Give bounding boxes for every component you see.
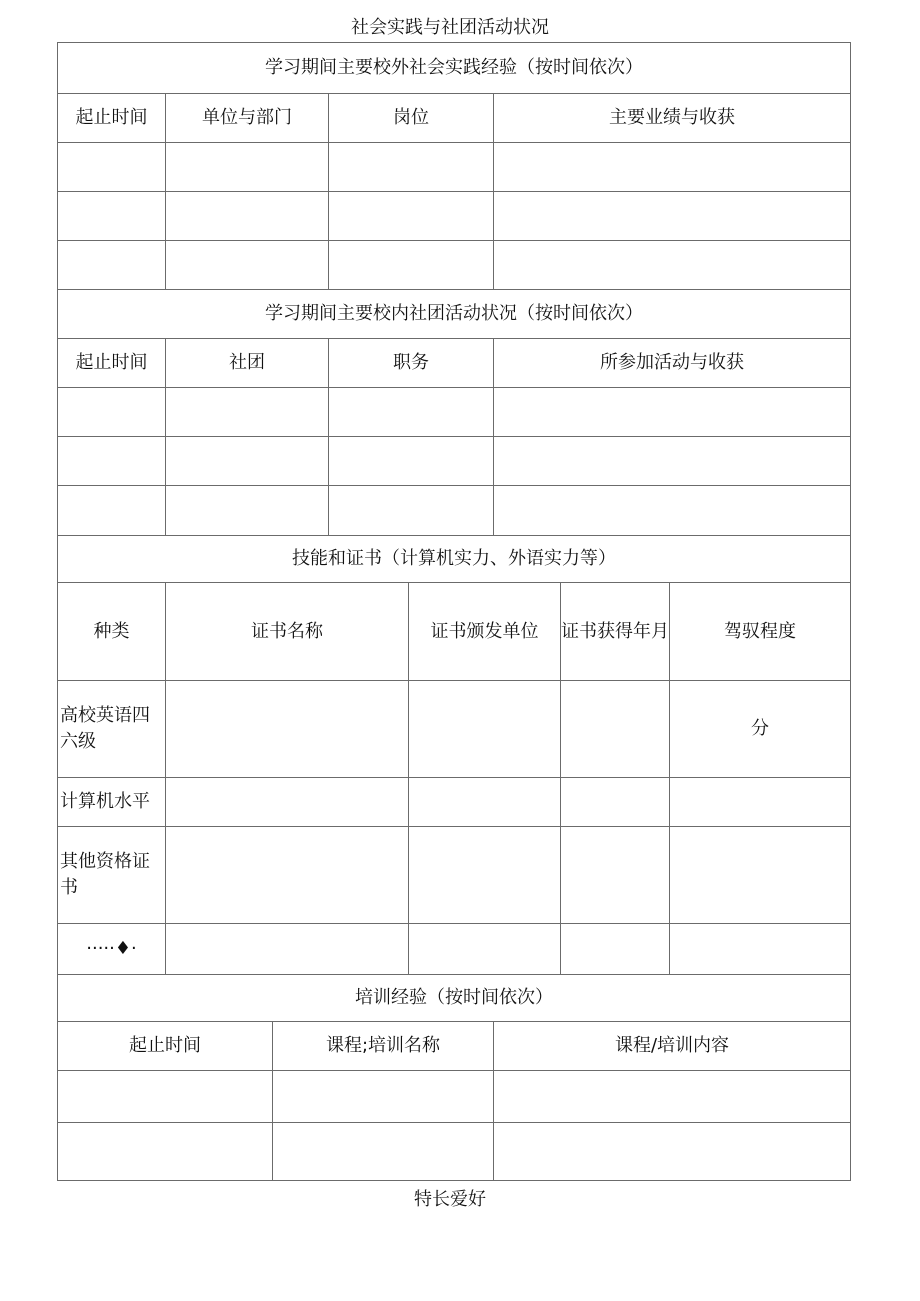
- skills-date-cell[interactable]: [561, 681, 670, 778]
- training-col-course-name: 课程;培训名称: [273, 1022, 494, 1071]
- clubs-heading: 学习期间主要校内社团活动状况（按时间依次）: [58, 290, 851, 339]
- clubs-row: [58, 437, 851, 486]
- practice-achievements-cell[interactable]: [494, 241, 851, 290]
- skills-date-cell[interactable]: [561, 827, 670, 924]
- clubs-col-role: 职务: [329, 339, 494, 388]
- skills-certificate-cell[interactable]: [166, 778, 409, 827]
- practice-row: [58, 192, 851, 241]
- clubs-club-cell[interactable]: [166, 437, 329, 486]
- skills-date-cell[interactable]: [561, 924, 670, 975]
- skills-col-issuer: 证书颁发单位: [409, 583, 561, 681]
- training-row: [58, 1123, 851, 1181]
- clubs-role-cell[interactable]: [329, 388, 494, 437]
- skills-issuer-cell[interactable]: [409, 924, 561, 975]
- skills-row: [58, 778, 851, 827]
- clubs-club-cell[interactable]: [166, 486, 329, 536]
- clubs-col-period: 起止时间: [58, 339, 166, 388]
- clubs-row: [58, 486, 851, 536]
- practice-achievements-cell[interactable]: [494, 192, 851, 241]
- skills-row: [58, 681, 851, 778]
- practice-organization-cell[interactable]: [166, 192, 329, 241]
- practice-organization-cell[interactable]: [166, 241, 329, 290]
- skills-issuer-cell[interactable]: [409, 827, 561, 924]
- skills-category-cell: 计算机水平: [58, 778, 166, 827]
- skills-category-cell: 其他资格证书: [58, 827, 166, 924]
- skills-certificate-cell[interactable]: [166, 681, 409, 778]
- skills-heading: 技能和证书（计算机实力、外语实力等）: [58, 536, 851, 583]
- practice-period-cell[interactable]: [58, 192, 166, 241]
- clubs-col-activities: 所参加活动与收获: [494, 339, 851, 388]
- skills-certificate-cell[interactable]: [166, 924, 409, 975]
- skills-col-certificate-name: 证书名称: [166, 583, 409, 681]
- clubs-role-cell[interactable]: [329, 486, 494, 536]
- skills-category-cell: ·····♦·: [58, 924, 166, 975]
- skills-row: [58, 924, 851, 975]
- training-heading: 培训经验（按时间依次）: [58, 975, 851, 1022]
- skills-col-date: 证书获得年月: [561, 583, 670, 681]
- practice-row: [58, 143, 851, 192]
- skills-issuer-cell[interactable]: [409, 778, 561, 827]
- skills-mastery-cell[interactable]: [670, 827, 851, 924]
- practice-row: [58, 241, 851, 290]
- skills-mastery-cell[interactable]: [670, 778, 851, 827]
- practice-col-achievements: 主要业绩与收获: [494, 94, 851, 143]
- practice-period-cell[interactable]: [58, 241, 166, 290]
- practice-position-cell[interactable]: [329, 143, 494, 192]
- skills-mastery-cell[interactable]: [670, 924, 851, 975]
- clubs-period-cell[interactable]: [58, 486, 166, 536]
- clubs-activities-cell[interactable]: [494, 486, 851, 536]
- practice-position-cell[interactable]: [329, 192, 494, 241]
- skills-col-category: 种类: [58, 583, 166, 681]
- training-col-period: 起止时间: [58, 1022, 273, 1071]
- clubs-role-cell[interactable]: [329, 437, 494, 486]
- practice-col-organization: 单位与部门: [166, 94, 329, 143]
- training-row: [58, 1071, 851, 1123]
- activity-form-table: [57, 42, 851, 1181]
- hobbies-heading: 特长爱好: [414, 1189, 486, 1210]
- page-title: 社会实践与社团活动状况: [351, 17, 549, 38]
- clubs-activities-cell[interactable]: [494, 388, 851, 437]
- clubs-row: [58, 388, 851, 437]
- practice-achievements-cell[interactable]: [494, 143, 851, 192]
- training-name-cell[interactable]: [273, 1123, 494, 1181]
- skills-row: [58, 827, 851, 924]
- training-period-cell[interactable]: [58, 1071, 273, 1123]
- training-period-cell[interactable]: [58, 1123, 273, 1181]
- training-col-course-content: 课程/培训内容: [494, 1022, 851, 1071]
- practice-period-cell[interactable]: [58, 143, 166, 192]
- skills-date-cell[interactable]: [561, 778, 670, 827]
- training-name-cell[interactable]: [273, 1071, 494, 1123]
- training-content-cell[interactable]: [494, 1123, 851, 1181]
- training-content-cell[interactable]: [494, 1071, 851, 1123]
- practice-position-cell[interactable]: [329, 241, 494, 290]
- practice-organization-cell[interactable]: [166, 143, 329, 192]
- clubs-period-cell[interactable]: [58, 437, 166, 486]
- clubs-col-club: 社团: [166, 339, 329, 388]
- practice-heading: 学习期间主要校外社会实践经验（按时间依次）: [58, 43, 851, 94]
- practice-col-period: 起止时间: [58, 94, 166, 143]
- practice-col-position: 岗位: [329, 94, 494, 143]
- clubs-period-cell[interactable]: [58, 388, 166, 437]
- skills-mastery-cell[interactable]: 分: [670, 681, 851, 778]
- skills-issuer-cell[interactable]: [409, 681, 561, 778]
- skills-col-mastery: 驾驭程度: [670, 583, 851, 681]
- skills-certificate-cell[interactable]: [166, 827, 409, 924]
- clubs-activities-cell[interactable]: [494, 437, 851, 486]
- skills-category-cell: 高校英语四六级: [58, 681, 166, 778]
- clubs-club-cell[interactable]: [166, 388, 329, 437]
